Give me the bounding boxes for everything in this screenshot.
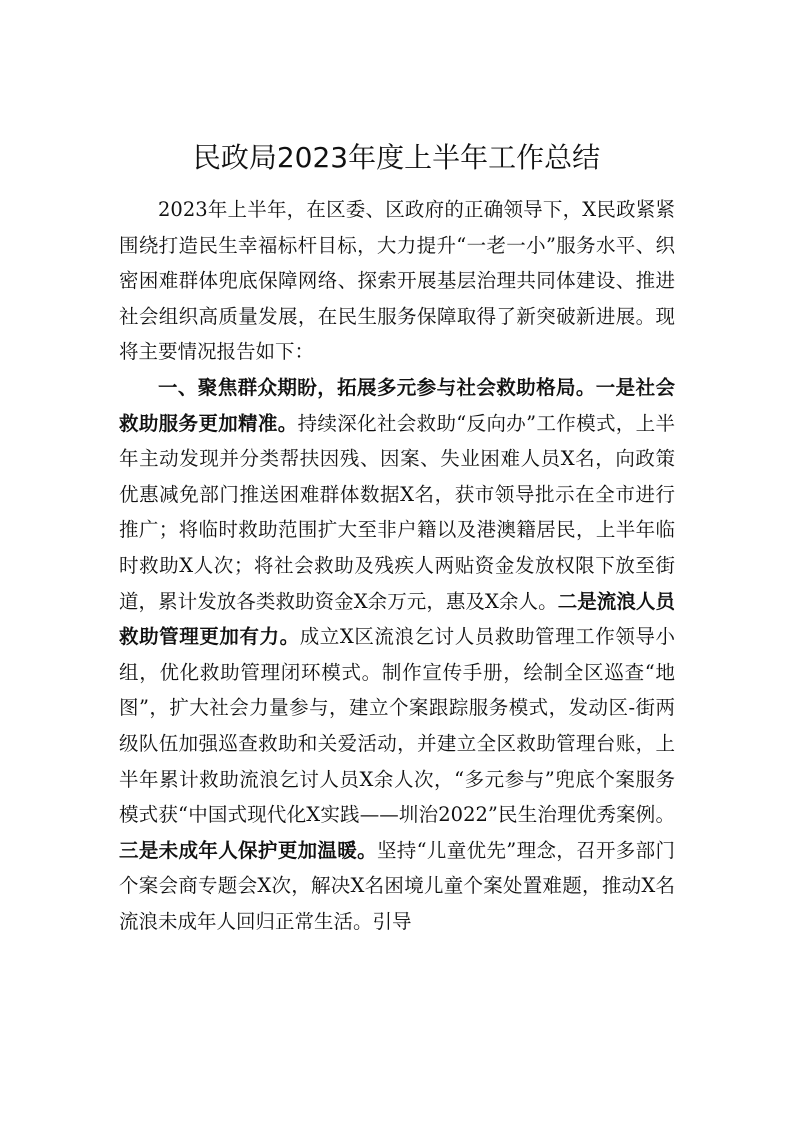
point-2-text: 成立X区流浪乞讨人员救助管理工作领导小组，优化救助管理闭环模式。制作宣传手册，绘制全区巡查“地图”，扩大社会力量参与，建立个案跟踪服务模式，发动区-街两级队伍加强巡查救助和关爱活动，并建立全区救助管理台账，上半年累计救助流浪乞讨人员X余人次，“多元参与”兜底个案服务模式获“中国式现代化X实践——圳治2022”民生治理优秀案例。 xyxy=(119,625,675,827)
section-1-paragraph xyxy=(119,370,675,940)
point-1-text: 持续深化社会救助“反向办”工作模式，上半年主动发现并分类帮扶因残、因案、失业困难人员X名，向政策优惠减免部门推送困难群体数据X名，获市领导批示在全市进行推广；将临时救助范围扩大至非户籍以及港澳籍居民，上半年临时救助X人次；将社会救助及残疾人两贴资金发放权限下放至街道，累计发放各类救助资金X余万元，惠及X余人。 xyxy=(119,411,675,613)
point-3-text: 坚持“儿童优先”理念，召开多部门个案会商专题会X次，解决X名困境儿童个案处置难题，推动X名流浪未成年人回归正常生活。引导 xyxy=(119,838,675,933)
section-1-heading: 一、聚焦群众期盼，拓展多元参与社会救助格局。 xyxy=(158,375,596,399)
point-3-label: 三是未成年人保护更加温暖。 xyxy=(119,838,377,862)
document-title: 民政局2023年度上半年工作总结 xyxy=(192,141,601,174)
point-1-label: 一是社会救助服务更加精准。 xyxy=(119,375,675,435)
document-body xyxy=(119,192,675,939)
point-2-label: 二是流浪人员救助管理更加有力。 xyxy=(119,589,675,649)
intro-paragraph: 2023年上半年，在区委、区政府的正确领导下，X民政紧紧围绕打造民生幸福标杆目标，大力提升“一老一小”服务水平、织密困难群体兜底保障网络、探索开展基层治理共同体建设、推进社会组织高质量发展，在民生服务保障取得了新突破新进展。现将主要情况报告如下： xyxy=(119,198,675,364)
